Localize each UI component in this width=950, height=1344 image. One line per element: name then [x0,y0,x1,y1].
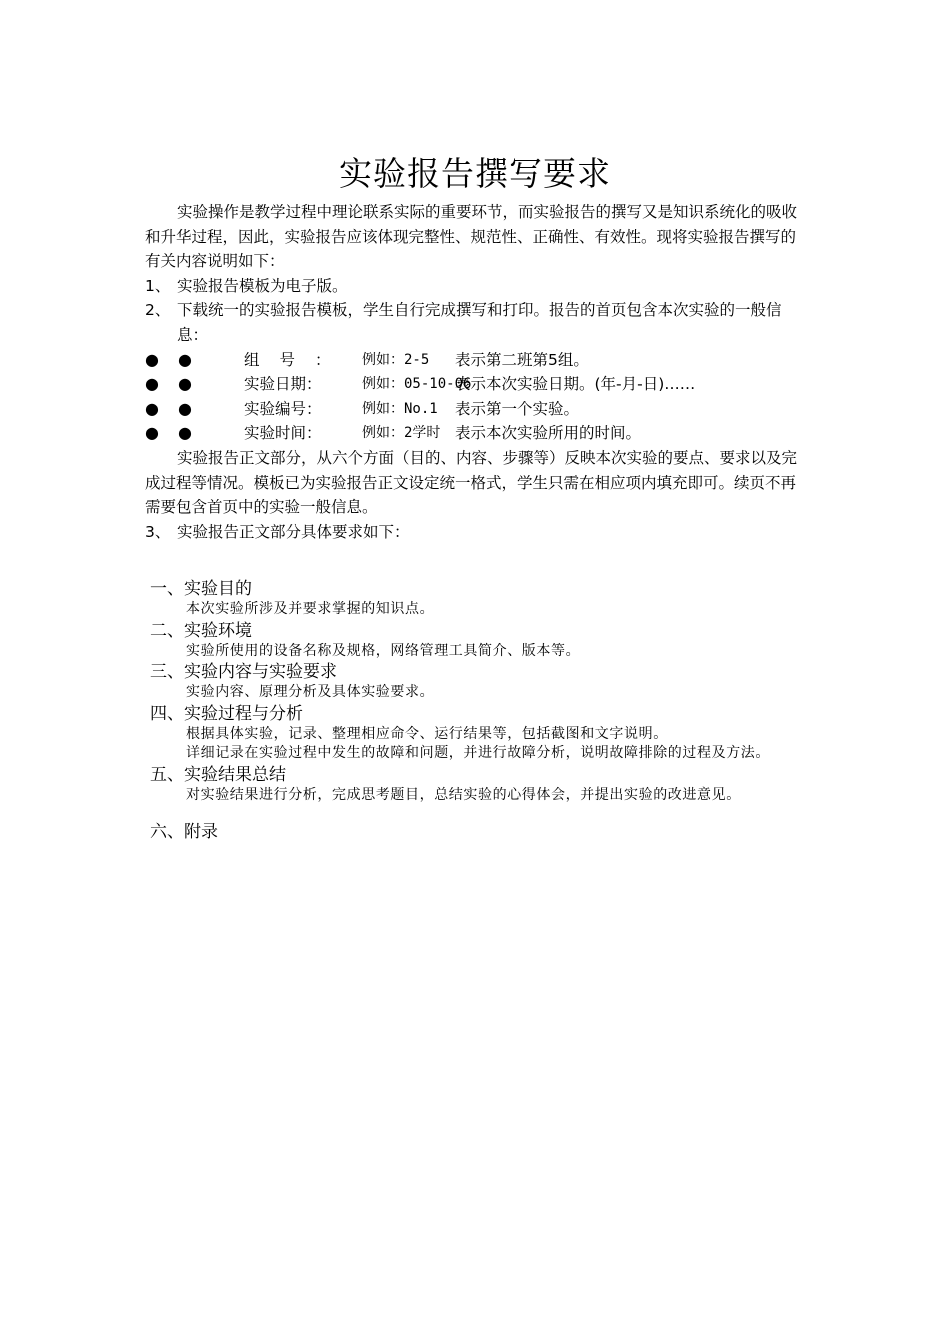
report-sections [150,578,830,843]
page-title: 实验报告撰写要求 [339,154,611,194]
section-heading: 二、实验环境 [150,620,252,641]
section-paragraph: 详细记录在实验过程中发生的故障和问题，并进行故障分析，说明故障排除的过程及方法。 [186,745,770,761]
bullet-icon: ● [145,349,159,369]
item-number: 2、 [145,301,171,320]
section-paragraph: 实验内容、原理分析及具体实验要求。 [186,684,435,700]
bullet-example: 例如：2-5 [362,351,430,368]
bullet-item [145,372,810,397]
body-paragraph: 实验报告正文部分，从六个方面（目的、内容、步骤等）反映本次实验的要点、要求以及完成过程等情况。模板已为实验报告正文设定统一格式，学生只需在相应项内填充即可。续页不再需要包含首页中的实验一般信息。 [145,448,798,517]
section-heading: 四、实验过程与分析 [150,703,303,724]
bullet-desc: 表示本次实验日期。(年-月-日)…… [455,375,696,394]
section-paragraph: 对实验结果进行分析，完成思考题目，总结实验的心得体会，并提出实验的改进意见。 [186,786,741,803]
bullet-desc: 表示本次实验所用的时间。 [455,424,642,443]
bullet-example: 例如：No.1 [362,400,438,417]
section-paragraph: 实验所使用的设备名称及规格，网络管理工具简介、版本等。 [186,642,581,659]
item-text: 下载统一的实验报告模板，学生自行完成撰写和打印。报告的首页包含本次实验的一般信息： [177,301,782,344]
bullet-icon: ● [178,423,192,443]
bullet-example: 例如：05-10-06 [362,376,472,393]
bullet-label: 实验编号： [244,399,322,418]
item-number: 3、 [145,522,171,541]
bullet-label: 实验时间： [244,424,322,443]
body-upper [145,200,810,544]
item-text: 实验报告正文部分具体要求如下： [177,522,410,541]
item-number: 1、 [145,276,171,295]
bullet-item [145,397,810,422]
section-heading: 一、实验目的 [150,579,252,599]
item-text: 实验报告模板为电子版。 [177,276,348,295]
spacer [150,805,830,821]
section-heading: 六、附录 [150,822,218,842]
bullet-item [145,421,810,446]
bullet-example: 例如：2学时 [362,425,441,442]
bullet-icon: ● [178,398,192,418]
section-paragraph: 根据具体实验，记录、整理相应命令、运行结果等，包括截图和文字说明。 [186,725,668,742]
bullet-icon: ● [178,349,192,369]
intro-paragraph: 实验操作是教学过程中理论联系实际的重要环节，而实验报告的撰写又是知识系统化的吸收和升华过程，因此，实验报告应该体现完整性、规范性、正确性、有效性。现将实验报告撰写的有关内容说明如下： [145,203,798,271]
bullet-label: 组号： [244,350,351,369]
numbered-item-1 [145,274,810,299]
bullet-icon: ● [145,398,159,418]
bullet-icon: ● [145,374,159,394]
bullet-icon: ● [178,374,192,394]
bullet-desc: 表示第一个实验。 [455,399,580,418]
numbered-item-2 [145,298,810,347]
section-heading: 五、实验结果总结 [150,764,286,785]
bullet-icon: ● [145,423,159,443]
bullet-item [145,348,810,373]
bullet-label: 实验日期： [244,375,322,394]
bullet-desc: 表示第二班第5组。 [455,350,589,369]
section-paragraph: 本次实验所涉及并要求掌握的知识点。 [186,601,435,617]
numbered-item-3 [145,520,810,545]
section-heading: 三、实验内容与实验要求 [150,662,337,682]
